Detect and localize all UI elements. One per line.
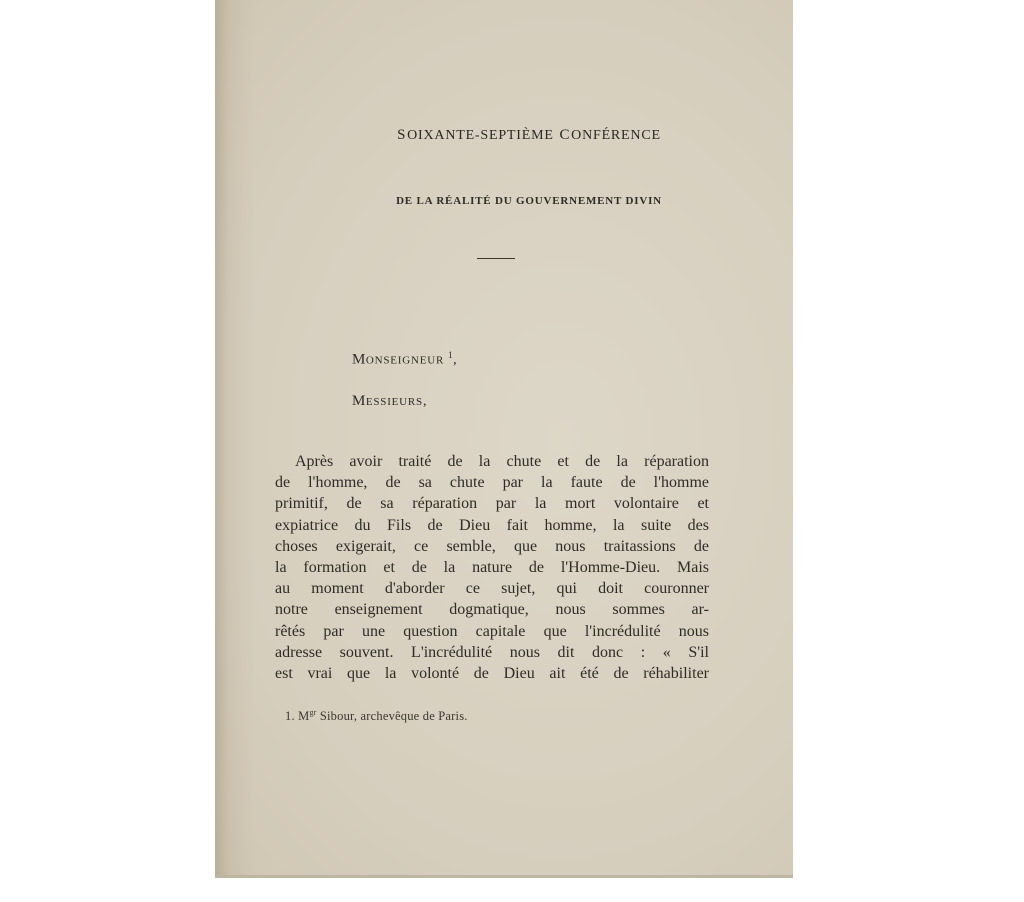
body-line: expiatrice du Fils de Dieu fait homme, la suite des (275, 516, 709, 534)
salutation-initial: M (352, 351, 366, 368)
salutation-text: ESSIEURS (365, 396, 423, 408)
salutation-monseigneur (352, 350, 457, 369)
body-line: est vrai que la volonté de Dieu ait été de réhabiliter (275, 664, 709, 682)
title-part-1: OIXANTE-SEPTIÈME (407, 128, 554, 143)
chapter-subtitle: DE LA RÉALITÉ DU GOUVERNEMENT DIVIN (396, 195, 662, 207)
title-initial-1: S (397, 127, 408, 143)
body-line: primitif, de sa réparation par la mort volontaire et (275, 495, 709, 513)
salutation-initial: M (352, 393, 366, 409)
body-line: adresse souvent. L'incrédulité nous dit donc : « S'il (275, 643, 709, 661)
body-line: rêtés par une question capitale que l'incrédulité nous (275, 622, 709, 640)
chapter-title (215, 124, 793, 144)
body-line: au moment d'aborder ce sujet, qui doit couronner (275, 580, 709, 598)
title-initial-2: C (559, 127, 572, 143)
footnote-marker: 1 (448, 350, 454, 360)
title-part-2: ONFÉRENCE (571, 128, 661, 143)
body-line: notre enseignement dogmatique, nous sommes ar- (275, 601, 709, 619)
book-page (215, 0, 793, 878)
salutation-text: ONSEIGNEUR (365, 354, 445, 367)
body-paragraph (275, 451, 709, 684)
body-line: Après avoir traité de la chute et de la réparation (295, 453, 709, 470)
body-line: choses exigerait, ce semble, que nous traitassions de (275, 537, 709, 555)
footnote-number: 1. (285, 709, 295, 724)
body-line: la formation et de la nature de l'Homme-Dieu. Mais (275, 558, 709, 576)
title-divider (477, 258, 515, 259)
body-line: de l'homme, de sa chute par la faute de l'homme (275, 474, 709, 492)
footnote-abbr: M (298, 709, 310, 724)
salutation-punct: , (422, 394, 427, 409)
salutation-messieurs (352, 393, 427, 410)
footnote (285, 708, 468, 724)
footnote-abbr-sup: gr (309, 708, 317, 717)
salutation-punct: , (453, 352, 458, 368)
footnote-text: Sibour, archevêque de Paris. (319, 709, 468, 724)
